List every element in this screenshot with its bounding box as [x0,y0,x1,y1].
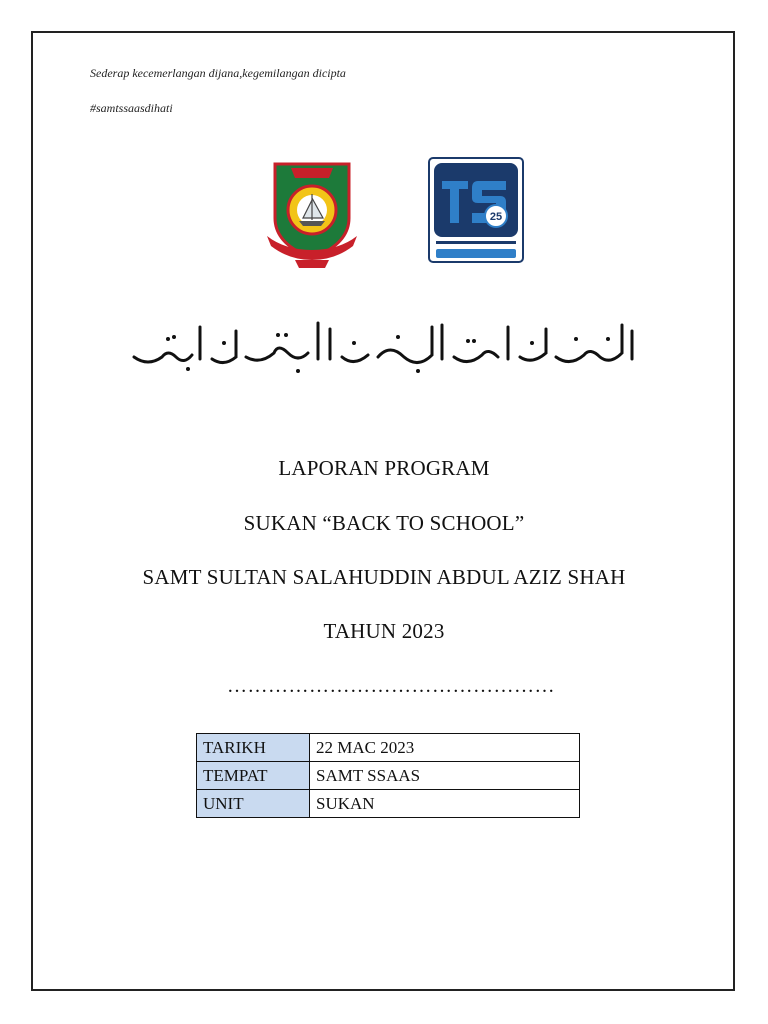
table-row [197,762,580,790]
table-row [197,734,580,762]
row-label: TEMPAT [197,762,310,790]
program-name: SUKAN “BACK TO SCHOOL” [243,511,525,535]
school-crest-icon [265,158,359,268]
row-label: TARIKH [197,734,310,762]
school-motto: Sederap kecemerlangan dijana,kegemilangan dicipta [90,66,346,80]
dotted-separator: ………………………………………… [227,675,555,697]
svg-text:25: 25 [489,211,503,223]
school-name: SAMT SULTAN SALAHUDDIN ABDUL AZIZ SHAH [142,565,626,589]
ts25-program-logo-icon [428,157,524,263]
info-table [196,733,580,818]
row-value: SUKAN [310,790,580,818]
report-year: TAHUN 2023 [323,619,445,643]
school-hashtag: #samtssaasdihati [90,101,173,115]
row-value: 22 MAC 2023 [310,734,580,762]
row-value: SAMT SSAAS [310,762,580,790]
jawi-school-name-calligraphy-icon [128,313,648,375]
report-title: LAPORAN PROGRAM [278,456,490,480]
table-row [197,790,580,818]
row-label: UNIT [197,790,310,818]
